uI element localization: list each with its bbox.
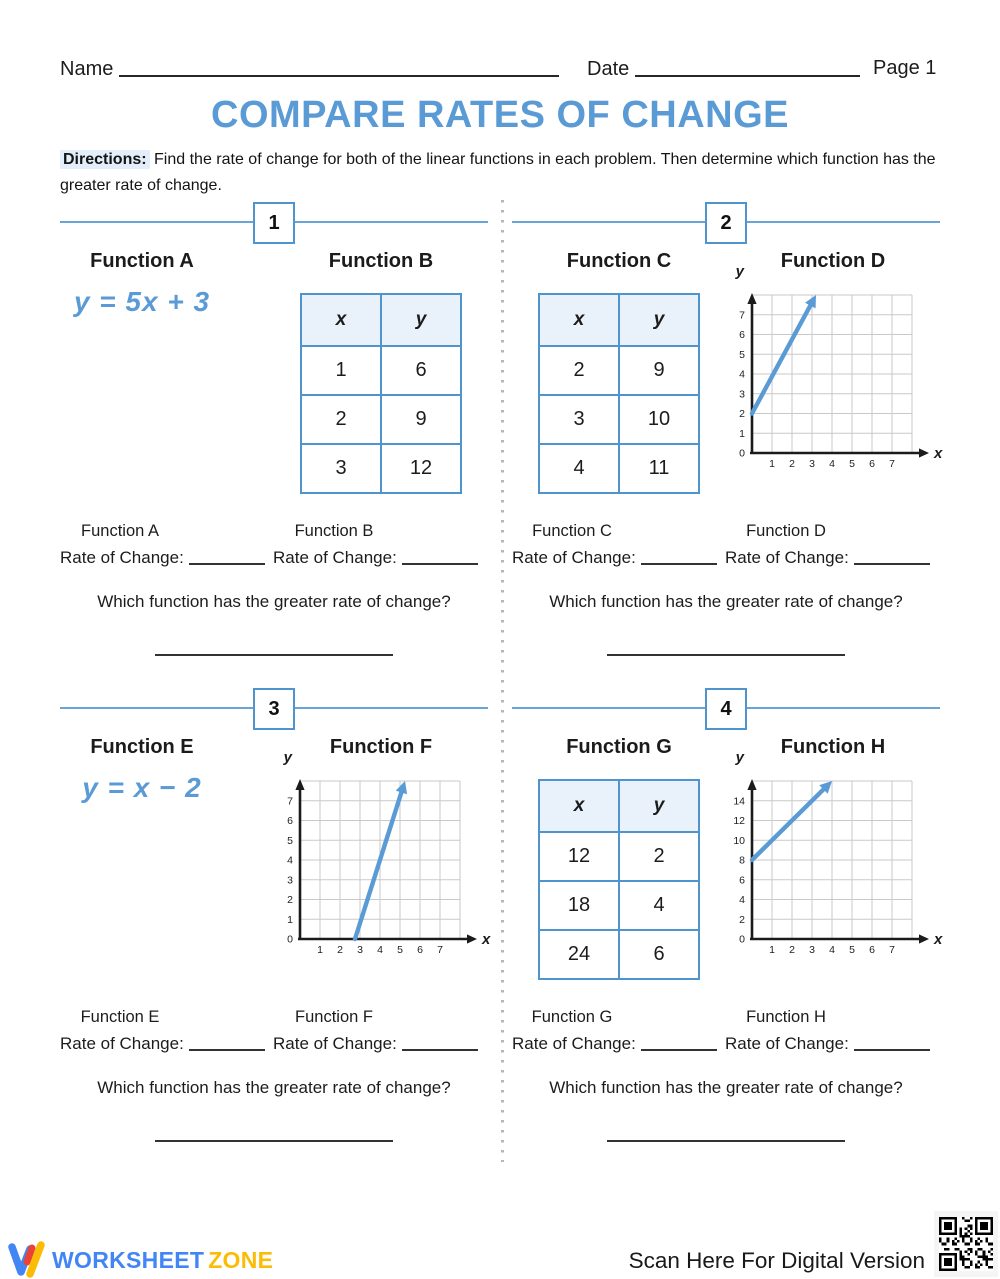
table-cell: 18 [539,881,619,930]
worksheet-zone-w-icon [8,1241,48,1279]
function-a-title: Function A [90,250,194,272]
table-cell: 12 [539,832,619,881]
function-c-title: Function C [566,250,672,272]
table-cell: 2 [619,832,699,881]
svg-text:x: x [934,931,943,948]
table-cell: 3 [539,395,619,444]
svg-text:7: 7 [437,944,443,956]
svg-text:y: y [283,749,292,766]
svg-text:2: 2 [337,944,343,956]
directions-text: Find the rate of change for both of the linear functions in each problem. Then determine which function has the greater rate of change. [60,151,936,194]
rate-of-change-label: Rate of Change: [725,548,849,567]
svg-text:y: y [735,749,744,766]
svg-text:5: 5 [287,834,293,847]
answer-label-function-f: Function F [295,1008,373,1026]
problem-number-box: 4 [705,688,747,730]
svg-text:4: 4 [377,944,383,956]
answer-blank-line [155,1140,393,1142]
svg-text:4: 4 [739,894,745,906]
function-g-table [512,779,726,980]
svg-text:3: 3 [739,388,745,401]
table-cell: 1 [301,346,381,395]
svg-text:0: 0 [739,447,745,460]
name-label: Name [60,58,114,80]
footer-logo [8,1241,274,1279]
answer-blank-line [607,1140,845,1142]
rate-of-change-row [273,1034,478,1054]
table-header-x: x [539,780,619,832]
svg-text:1: 1 [317,944,323,956]
svg-text:6: 6 [287,815,293,827]
date-field-row [587,57,860,81]
function-b-title: Function B [328,250,434,272]
table-cell: 9 [619,346,699,395]
rate-of-change-row [512,1034,717,1054]
problem-1 [60,200,488,660]
xy-table [300,293,462,494]
svg-text:1: 1 [739,427,745,440]
directions [60,147,942,199]
table-header-y: y [619,294,699,346]
svg-text:7: 7 [739,309,745,322]
rate-blank-line [402,1034,478,1051]
svg-text:14: 14 [733,795,745,808]
table-cell: 9 [381,395,461,444]
svg-text:4: 4 [829,458,835,470]
rate-blank-line [402,548,478,565]
worksheet-title: COMPARE RATES OF CHANGE [211,94,789,136]
function-h-graph-cell [726,748,943,962]
rate-of-change-row [60,1034,265,1054]
svg-text:5: 5 [397,944,403,956]
answer-label-function-g: Function G [531,1008,613,1026]
greater-rate-question: Which function has the greater rate of change? [549,1078,903,1097]
svg-text:4: 4 [287,854,293,867]
function-e-title: Function E [90,736,194,758]
rate-of-change-row [512,548,717,568]
table-header-y: y [381,294,461,346]
greater-rate-question: Which function has the greater rate of change? [549,592,903,611]
name-field-row [60,57,559,81]
svg-text:2: 2 [739,408,745,420]
rate-blank-line [189,548,265,565]
rate-blank-line [641,548,717,565]
answer-label-function-c: Function C [532,522,612,540]
table-cell: 10 [619,395,699,444]
table-cell: 4 [619,881,699,930]
qr-code-image [939,1217,993,1271]
answer-label-function-h: Function H [746,1008,826,1026]
qr-code [934,1211,998,1277]
name-blank-line [119,57,559,77]
answer-label-function-d: Function D [746,522,826,540]
rate-of-change-row [725,1034,930,1054]
rate-of-change-row [60,548,265,568]
svg-text:6: 6 [869,458,875,470]
svg-text:y: y [735,263,744,280]
problem-4 [512,686,943,1146]
table-cell: 24 [539,930,619,979]
rate-of-change-label: Rate of Change: [512,548,636,567]
svg-text:2: 2 [789,458,795,470]
function-d-graph-cell [726,262,943,476]
rate-of-change-label: Rate of Change: [273,548,397,567]
svg-text:6: 6 [739,329,745,341]
svg-text:2: 2 [739,913,745,926]
rate-blank-line [854,1034,930,1051]
rate-of-change-row [273,548,478,568]
xy-table [538,293,700,494]
table-cell: 6 [619,930,699,979]
svg-text:1: 1 [287,913,293,926]
problem-2 [512,200,943,660]
rate-of-change-label: Rate of Change: [60,548,184,567]
svg-text:x: x [482,931,491,948]
svg-text:1: 1 [769,944,775,956]
function-e-equation: y = x − 2 [82,772,202,803]
function-h-title: Function H [780,736,886,758]
function-c-table [512,293,726,494]
table-cell: 4 [539,444,619,493]
rate-of-change-label: Rate of Change: [273,1034,397,1053]
svg-text:2: 2 [789,944,795,956]
xy-table [538,779,700,980]
svg-text:7: 7 [889,458,895,470]
date-blank-line [635,57,860,77]
svg-text:3: 3 [357,944,363,956]
function-d-title: Function D [780,250,886,272]
function-a-equation: y = 5x + 3 [73,286,211,317]
function-f-graph [266,748,496,962]
date-label: Date [587,58,630,80]
svg-text:0: 0 [739,933,745,946]
function-d-graph [718,262,948,476]
problem-number-box: 1 [253,202,295,244]
svg-text:x: x [934,445,943,462]
function-g-title: Function G [566,736,672,758]
rate-blank-line [854,548,930,565]
svg-text:3: 3 [809,944,815,956]
rate-of-change-row [725,548,930,568]
logo-text-worksheet: WORKSHEET [52,1247,205,1273]
svg-text:5: 5 [849,944,855,956]
table-cell: 3 [301,444,381,493]
table-cell: 11 [619,444,699,493]
rate-blank-line [189,1034,265,1051]
svg-text:5: 5 [739,348,745,361]
svg-text:6: 6 [869,944,875,956]
svg-text:4: 4 [739,368,745,381]
scan-here-text: Scan Here For Digital Version [628,1248,925,1273]
svg-text:2: 2 [287,894,293,906]
svg-text:10: 10 [733,834,745,847]
problem-number-box: 2 [705,202,747,244]
svg-text:7: 7 [287,795,293,808]
table-cell: 2 [301,395,381,444]
svg-text:6: 6 [739,874,745,887]
greater-rate-question: Which function has the greater rate of change? [97,1078,451,1097]
problem-number-box: 3 [253,688,295,730]
page-number: Page 1 [873,57,937,79]
function-f-graph-cell [274,748,491,962]
rate-blank-line [641,1034,717,1051]
svg-text:12: 12 [733,815,745,827]
table-header-y: y [619,780,699,832]
svg-text:8: 8 [739,854,745,867]
table-header-x: x [539,294,619,346]
logo-text-zone: ZONE [208,1247,274,1273]
table-cell: 2 [539,346,619,395]
answer-blank-line [607,654,845,656]
function-f-title: Function F [329,736,433,758]
problem-3 [60,686,491,1146]
svg-text:0: 0 [287,933,293,946]
svg-text:3: 3 [287,874,293,887]
table-header-x: x [301,294,381,346]
svg-text:5: 5 [849,458,855,470]
svg-text:1: 1 [769,458,775,470]
rate-of-change-label: Rate of Change: [725,1034,849,1053]
svg-text:4: 4 [829,944,835,956]
logo-text [52,1247,273,1274]
svg-text:3: 3 [809,458,815,470]
directions-label: Directions: [60,150,150,169]
rate-of-change-label: Rate of Change: [512,1034,636,1053]
svg-text:7: 7 [889,944,895,956]
answer-label-function-e: Function E [80,1008,160,1026]
table-cell: 12 [381,444,461,493]
greater-rate-question: Which function has the greater rate of change? [97,592,451,611]
answer-label-function-b: Function B [294,522,374,540]
svg-text:6: 6 [417,944,423,956]
table-cell: 6 [381,346,461,395]
function-b-table [274,293,488,494]
answer-label-function-a: Function A [81,522,159,540]
rate-of-change-label: Rate of Change: [60,1034,184,1053]
answer-blank-line [155,654,393,656]
function-h-graph [718,748,948,962]
